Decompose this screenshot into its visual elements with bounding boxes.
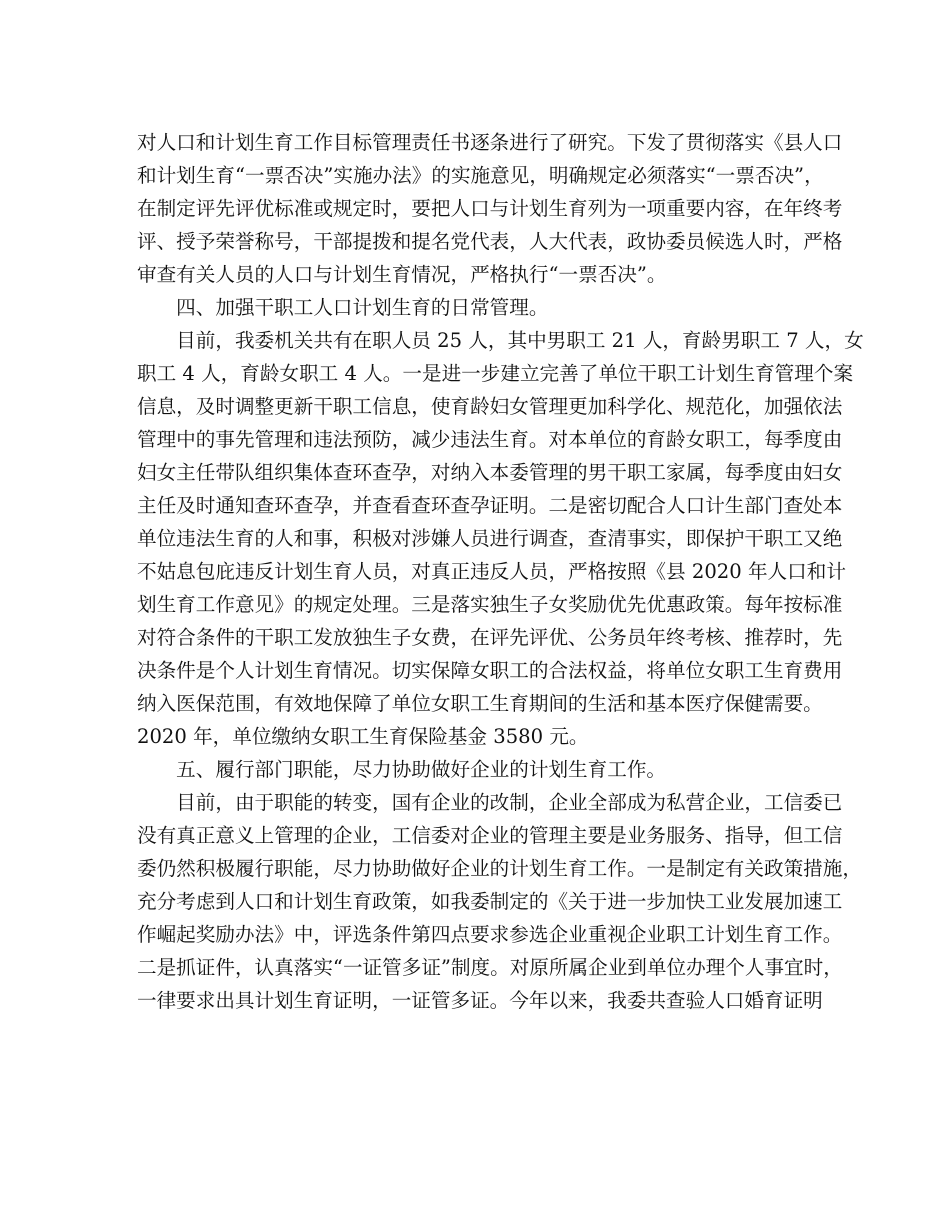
text-line: 作崛起奖励办法》中，评选条件第四点要求参选企业重视企业职工计划生育工作。 — [137, 923, 843, 946]
text-line: 管理中的事先管理和违法预防，减少违法生育。对本单位的育龄女职工，每季度由 — [137, 428, 843, 451]
text-line: 主任及时通知查环查孕，并查看查环查孕证明。二是密切配合人口计生部门查处本 — [137, 494, 843, 517]
text-line: 决条件是个人计划生育情况。切实保障女职工的合法权益，将单位女职工生育费用 — [137, 659, 843, 682]
text-line: 审查有关人员的人口与计划生育情况，严格执行“一票否决”。 — [137, 263, 667, 286]
text-line: 对人口和计划生育工作目标管理责任书逐条进行了研究。下发了贯彻落实《县人口 — [137, 131, 843, 154]
text-line: 信息，及时调整更新干职工信息，使育龄妇女管理更加科学化、规范化，加强依法 — [137, 395, 843, 418]
text-line: 划生育工作意见》的规定处理。三是落实独生子女奖励优先优惠政策。每年按标准 — [137, 593, 843, 616]
text-line: 职工 4 人，育龄女职工 4 人。一是进一步建立完善了单位干职工计划生育管理个案 — [137, 362, 854, 385]
section-heading: 五、履行部门职能，尽力协助做好企业的计划生育工作。 — [137, 758, 667, 781]
text-line: 二是抓证件，认真落实“一证管多证”制度。对原所属企业到单位办理个人事宜时， — [137, 956, 843, 979]
text-line: 2020 年，单位缴纳女职工生育保险基金 3580 元。 — [137, 725, 589, 748]
section-heading: 四、加强干职工人口计划生育的日常管理。 — [137, 296, 549, 319]
text-line: 充分考虑到人口和计划生育政策，如我委制定的《关于进一步加快工业发展加速工 — [137, 890, 843, 913]
text-line: 对符合条件的干职工发放独生子女费，在评先评优、公务员年终考核、推荐时，先 — [137, 626, 843, 649]
text-line: 妇女主任带队组织集体查环查孕，对纳入本委管理的男干职工家属，每季度由妇女 — [137, 461, 843, 484]
text-line: 和计划生育“一票否决”实施办法》的实施意见，明确规定必须落实“一票否决”， — [137, 164, 824, 187]
text-line: 目前，我委机关共有在职人员 25 人，其中男职工 21 人，育龄男职工 7 人，女 — [137, 329, 864, 352]
text-line: 没有真正意义上管理的企业，工信委对企业的管理主要是业务服务、指导，但工信 — [137, 824, 843, 847]
text-line: 目前，由于职能的转变，国有企业的改制，企业全部成为私营企业，工信委已 — [137, 791, 843, 814]
text-line: 委仍然积极履行职能，尽力协助做好企业的计划生育工作。一是制定有关政策措施， — [137, 857, 862, 880]
text-line: 评、授予荣誉称号，干部提拨和提名党代表，人大代表，政协委员候选人时，严格 — [137, 230, 843, 253]
text-line: 不姑息包庇违反计划生育人员，对真正违反人员，严格按照《县 2020 年人口和计 — [137, 560, 846, 583]
text-line: 单位违法生育的人和事，积极对涉嫌人员进行调查，查清事实，即保护干职工又绝 — [137, 527, 843, 550]
text-line: 纳入医保范围，有效地保障了单位女职工生育期间的生活和基本医疗保健需要。 — [137, 692, 823, 715]
text-line: 一律要求出具计划生育证明，一证管多证。今年以来，我委共查验人口婚育证明 — [137, 989, 823, 1012]
text-line: 在制定评先评优标准或规定时，要把人口与计划生育列为一项重要内容，在年终考 — [137, 197, 843, 220]
